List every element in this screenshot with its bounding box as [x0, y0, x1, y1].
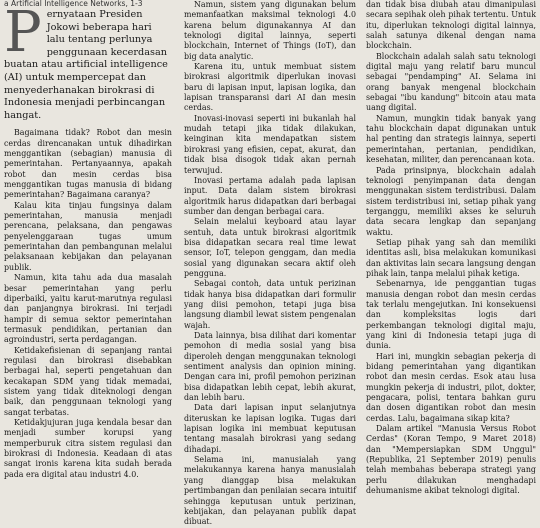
paragraph: Hari ini, mungkin sebagian pekerja di bidang pemerintahan yang digantikan robot dan mesin cerdas. Esok atau lusa mungkin pekerja di industri, pilot, dokter, pengacara, polisi, tentara bahkan guru dan dosen digantikan robot dan mesin cerdas. Lalu, bagaimana sikap kita?: [366, 351, 536, 423]
paragraph: Pada prinsipnya, blockchain adalah teknologi penyimpanan data dengan menggunakan sistem terdistribusi. Dalam sistem terdistribusi ini, setiap pihak yang terganggu, memiliki akses ke seluruh data secara lengkap dan sepanjang waktu.: [366, 165, 536, 237]
column-1: [4, 0, 172, 480]
paragraph: Dalam artikel "Manusia Versus Robot Cerdas" (Koran Tempo, 9 Maret 2018) dan "Mempersiapkan SDM Unggul" (Republika, 21 September 2019) penulis telah membahas beberapa strategi yang perlu dilakukan menghadapi dehumanisme akibat teknologi digital.: [366, 424, 536, 496]
lead-text: ernyataan Presiden Jokowi beberapa hari lalu tentang perlunya penggunaan kecerdasan buatan atau artificial intelligence (AI) untuk mempercepat dan menyederhanakan birokrasi di Indonesia menjadi perbincangan hangat.: [4, 9, 168, 121]
paragraph: Blockchain adalah salah satu teknologi digital maju yang relatif baru muncul sebagai "pendamping" AI. Selama ini orang banyak mengenal blockchain sebagai "ibu kandung" bitcoin atau mata uang digital.: [366, 51, 536, 113]
paragraph: Inovasi-inovasi seperti ini bukanlah hal mudah tetapi jika tidak dilakukan, keinginan kita mendapatkan sistem birokrasi yang efisien, cepat, akurat, dan tidak bisa disogok tidak akan pernah terwujud.: [184, 113, 356, 175]
caption-line: a Artificial Intelligence Networks, 1-3: [4, 0, 143, 8]
paragraph: Selain melalui keyboard atau layar sentuh, data untuk birokrasi algoritmik bisa didapatkan secara real time lewat sensor, IoT, telepon genggam, dan media sosial yang digunakan secara aktif oleh pengguna.: [184, 217, 356, 278]
paragraph: dan tidak bisa diubah atau dimanipulasi secara sepihak oleh pihak tertentu. Untuk itu, diperlukan teknologi digital lainnya, salah satunya dikenal dengan nama blockchain.: [366, 0, 536, 51]
column-2: [184, 0, 356, 528]
paragraph: Sebagai contoh, data untuk perizinan tidak hanya bisa didapatkan dari formulir yang diisi pemohon, tetapi juga bisa langsung diambil lewat sistem pengenalan wajah.: [184, 279, 356, 330]
paragraph: Karena itu, untuk membuat sistem birokrasi algoritmik diperlukan inovasi baru di lapisan input, lapisan logika, dan lapisan transparansi dari AI dan mesin cerdas.: [184, 62, 356, 113]
paragraph: Ketidakefisienan di sepanjang rantai regulasi dan birokrasi disebabkan berbagai hal, seperti pengetahuan dan kecakapan SDM yang tidak memadai, sistem yang tidak diteknologi dengan baik, dan penggunaan teknologi yang sangat terbatas.: [4, 345, 172, 417]
paragraph: Kalau kita tinjau fungsinya dalam pemerintahan, manusia menjadi perencana, pelaksana, dan pengawas penyelenggaraan tugas umum pemerintahan dan pembangunan melalui pelaksanaan kebijakan dan pelayanan publik.: [4, 200, 172, 272]
paragraph: Bagaimana tidak? Robot dan mesin cerdas direncanakan untuk dihadirkan menggantikan (sebagian) manusia di pemerintahan. Pertanyaannya, apakah robot dan mesin cerdas bisa menggantikan tugas manusia di bidang pemerintahan? Bagaimana caranya?: [4, 128, 172, 200]
paragraph: Setiap pihak yang sah dan memiliki identitas asli, bisa melakukan komunikasi dan aktivitas lain secara langsung dengan pihak lain, tanpa melalui pihak ketiga.: [366, 237, 536, 278]
paragraph: Namun, sistem yang digunakan belum memanfaatkan maksimal teknologi 4.0 karena belum digunakannya AI dan teknologi digital lainnya, seperti blockchain, Internet of Things (IoT), dan big data analytic.: [184, 0, 356, 61]
paragraph: Sebenarnya, ide penggantian tugas manusia dengan robot dan mesin cerdas tak terlalu mengejutkan. Ini konsekuensi dan kompleksitas logis dari perkembangan teknologi digital maju, yang kini di Indonesia tetapi juga di dunia.: [366, 279, 536, 351]
paragraph: Data dari lapisan input selanjutnya diteruskan ke lapisan logika. Tugas dari lapisan logika ini membuat keputusan tentang masalah birokrasi yang sedang dihadapi.: [184, 403, 356, 454]
paragraph: Namun, kita tahu ada dua masalah besar pemerintahan yang perlu diperbaiki, yaitu karut-marutnya regulasi dan panjangnya birokrasi. Ini terjadi hampir di semua sektor pemerintahan termasuk pendidikan, pertanian dan agroindustri, serta perdagangan.: [4, 273, 172, 345]
column-3: [366, 0, 536, 497]
paragraph: Ketidakjujuran juga kendala besar dan menjadi sumber korupsi yang memperburuk citra sistem regulasi dan birokrasi di Indonesia. Keadaan di atas sangat ironis karena kita sudah berada pada era digital atau industri 4.0.: [4, 417, 172, 479]
paragraph: Inovasi pertama adalah pada lapisan input. Data dalam sistem birokrasi algoritmik harus didapatkan dari berbagai sumber dan dengan berbagai cara.: [184, 175, 356, 216]
drop-cap: P: [4, 0, 42, 65]
paragraph: Namun, mungkin tidak banyak yang tahu blockchain dapat digunakan untuk hal penting dan strategis lainnya, seperti pemerintahan, pertanian, pendidikan, kesehatan, militer, dan perencanaan kota.: [366, 113, 536, 165]
paragraph: Data lainnya, bisa dilihat dari komentar pemohon di media sosial yang bisa diperoleh dengan menggunakan teknologi sentiment analysis dan opinion mining. Dengan cara ini, profil pemohon perizinan bisa didapatkan lebih cepat, lebih akurat, dan lebih baru.: [184, 331, 356, 403]
paragraph: Selama ini, manusialah yang melakukannya karena hanya manusialah yang dianggap bisa melakukan pertimbangan dan penilaian secara intuitif sehingga keputusan untuk perizinan, kebijakan, dan pelayanan publik dapat dibuat.: [184, 455, 356, 527]
